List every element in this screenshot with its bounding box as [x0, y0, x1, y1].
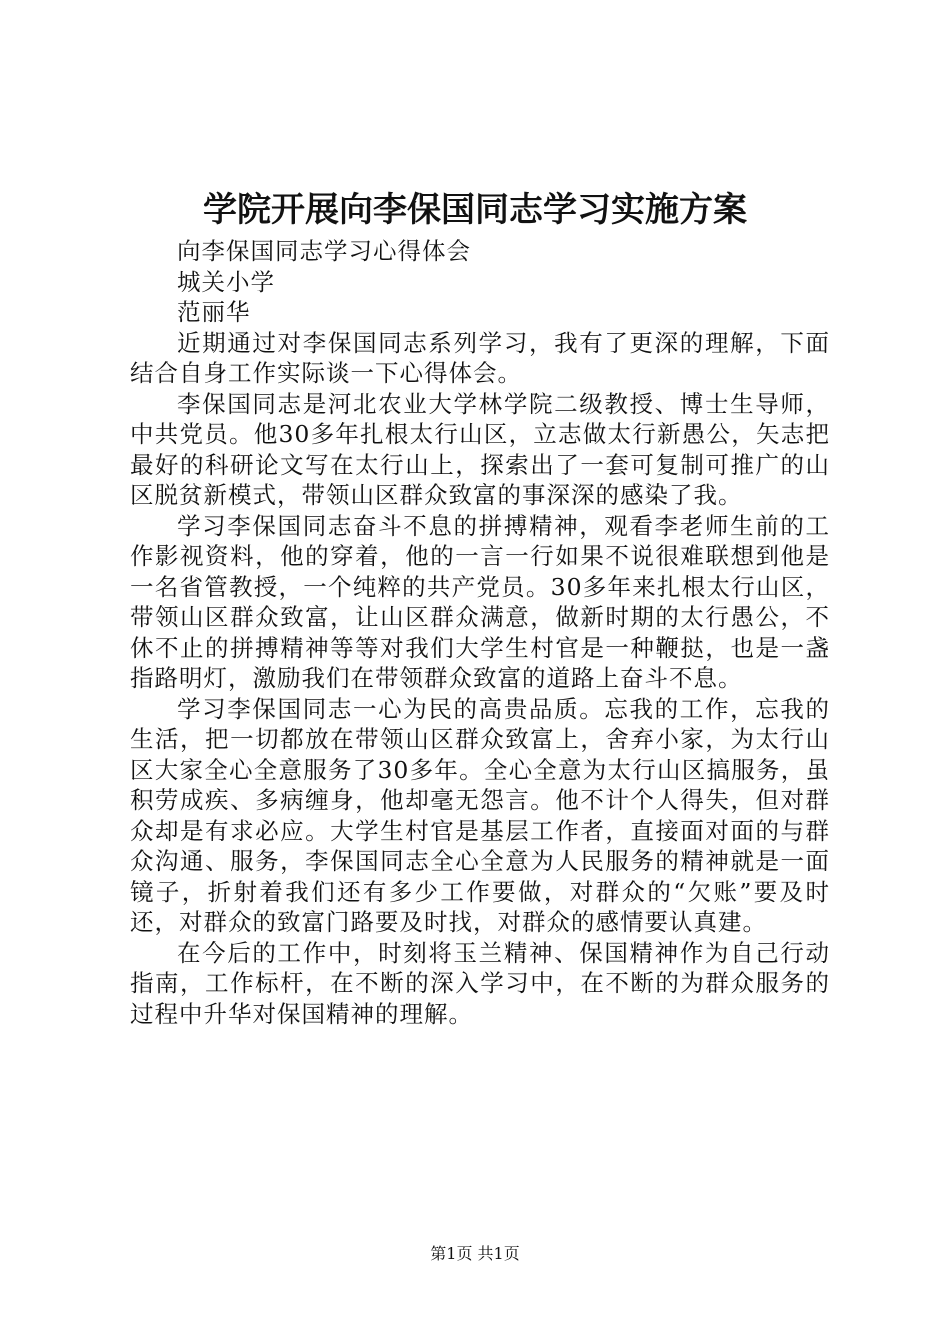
page-number-footer: 第1页 共1页: [430, 1244, 520, 1263]
document-title: 学院开展向李保国同志学习实施方案: [203, 190, 747, 230]
body-paragraph: 学习李保国同志一心为民的高贵品质。忘我的工作，忘我的生活，把一切都放在带领山区群众致富上，舍弃小家，为太行山区大家全心全意服务了30多年。全心全意为太行山区搞服务，虽积劳成疾、多病缠身，他却毫无怨言。他不计个人得失，但对群众却是有求必应。大学生村官是基层工作者，直接面对面的与群众沟通、服务，李保国同志全心全意为人民服务的精神就是一面镜子，折射着我们还有多少工作要做，对群众的“欠账”要及时还，对群众的致富门路要及时找，对群众的感情要认真建。: [130, 694, 830, 936]
essay-heading: 向李保国同志学习心得体会: [177, 237, 471, 265]
body-paragraph: 在今后的工作中，时刻将玉兰精神、保国精神作为自己行动指南，工作标杆，在不断的深入学习中，在不断的为群众服务的过程中升华对保国精神的理解。: [130, 938, 830, 1028]
author-name: 范丽华: [177, 298, 251, 326]
document-body: [130, 236, 830, 1029]
author-school: 城关小学: [177, 267, 275, 296]
body-paragraph: 近期通过对李保国同志系列学习，我有了更深的理解，下面结合自身工作实际谈一下心得体会。: [130, 328, 830, 387]
body-paragraph: 李保国同志是河北农业大学林学院二级教授、博士生导师，中共党员。他30多年扎根太行山区，立志做太行新愚公，矢志把最好的科研论文写在太行山上，探索出了一套可复制可推广的山区脱贫新模式，带领山区群众致富的事深深的感染了我。: [130, 389, 830, 509]
body-paragraph: 学习李保国同志奋斗不息的拼搏精神，观看李老师生前的工作影视资料，他的穿着，他的一言一行如果不说很难联想到他是一名省管教授，一个纯粹的共产党员。30多年来扎根太行山区，带领山区群众致富，让山区群众满意，做新时期的太行愚公，不休不止的拼搏精神等等对我们大学生村官是一种鞭挞，也是一盏指路明灯，激励我们在带领群众致富的道路上奋斗不息。: [130, 511, 830, 692]
